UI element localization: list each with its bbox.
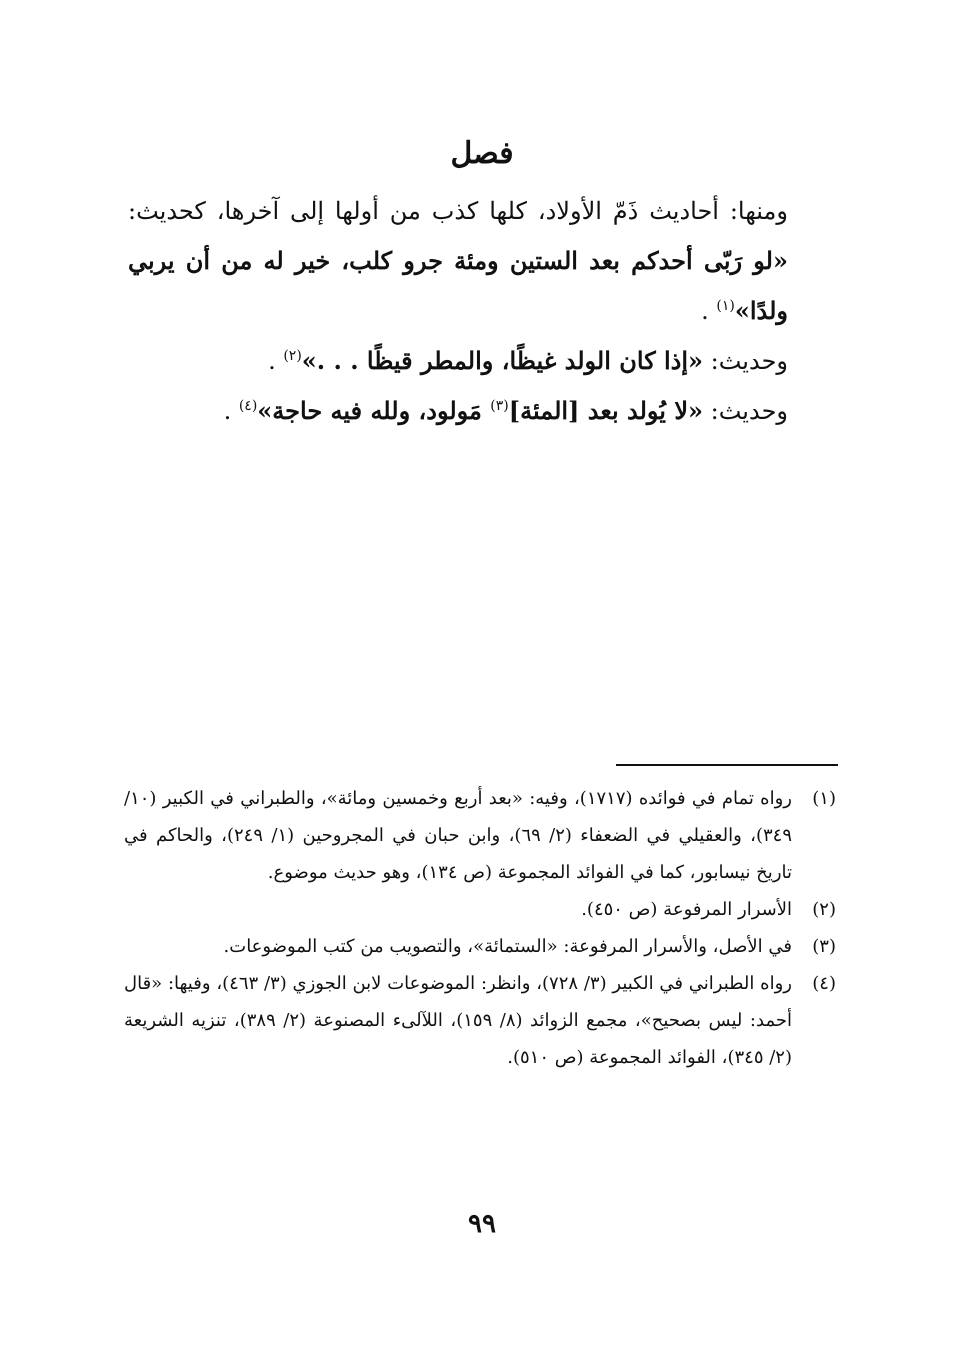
footnote-ref-1[interactable]: (١) xyxy=(716,298,735,314)
paragraph-3-text: وحديث: xyxy=(703,397,788,425)
paragraph-1 xyxy=(128,186,836,336)
page-number: ٩٩ xyxy=(468,1209,496,1239)
footnote-separator xyxy=(616,764,838,766)
footnote-number: (٣) xyxy=(812,936,836,957)
footnote-4 xyxy=(124,965,836,1076)
footnotes xyxy=(124,780,836,1076)
footnote-number: (٤) xyxy=(812,973,836,994)
footnote-text: الأسرار المرفوعة (ص ٤٥٠). xyxy=(581,899,792,920)
paragraph-3 xyxy=(128,386,836,436)
section-heading: فصل xyxy=(450,136,514,171)
hadith-quote-2: «إذا كان الولد غيظًا، والمطر قيظًا . . .» xyxy=(301,346,704,375)
footnote-ref-4[interactable]: (٤) xyxy=(238,398,258,414)
footnote-number: (٢) xyxy=(812,899,836,920)
paragraph-3-end: . xyxy=(223,397,239,425)
main-text xyxy=(128,186,836,436)
paragraph-1-text: ومنها: أحاديث ذَمّ الأولاد، كلها كذب من أولها إلى آخرها، كحديث: xyxy=(128,197,788,225)
footnote-number: (١) xyxy=(812,788,836,809)
paragraph-2-end: . xyxy=(268,347,284,375)
paragraph-2 xyxy=(128,336,836,386)
hadith-quote-3b: مَولود، ولله فيه حاجة» xyxy=(257,396,491,425)
paragraph-2-text: وحديث: xyxy=(703,347,788,375)
footnote-text: رواه تمام في فوائده (١٧١٧)، وفيه: «بعد أربع وخمسين ومائة»، والطبراني في الكبير (١٠/ ٣٤٩)، والعقيلي في الضعفاء (٢/ ٦٩)، وابن حبان في المجروحين (١/ ٢٤٩)، والحاكم في تاريخ نيسابور، كما في الفوائد المجموعة (ص ١٣٤)، وهو حديث موضوع. xyxy=(124,788,793,883)
footnote-text: رواه الطبراني في الكبير (٣/ ٧٢٨)، وانظر: الموضوعات لابن الجوزي (٣/ ٤٦٣)، وفيها: «قال أحمد: ليس بصحيح»، مجمع الزوائد (٨/ ١٥٩)، اللآلىء المصنوعة (٢/ ٣٨٩)، تنزيه الشريعة (٢/ ٣٤٥)، الفوائد المجموعة (ص ٥١٠). xyxy=(124,973,792,1068)
hadith-quote-3a: «لا يُولد بعد [المئة] xyxy=(508,396,704,425)
paragraph-1-end: . xyxy=(701,297,717,325)
hadith-quote-1: «لو رَبّى أحدكم بعد الستين ومئة جرو كلب، خير له من أن يربي ولدًا» xyxy=(128,246,788,325)
footnote-3 xyxy=(124,928,836,965)
footnote-ref-3[interactable]: (٣) xyxy=(490,398,509,414)
footnote-text: في الأصل، والأسرار المرفوعة: «الستمائة»، والتصويب من كتب الموضوعات. xyxy=(223,936,792,957)
footnote-2 xyxy=(124,891,836,928)
footnote-ref-2[interactable]: (٢) xyxy=(283,348,302,364)
footnote-1 xyxy=(124,780,836,891)
